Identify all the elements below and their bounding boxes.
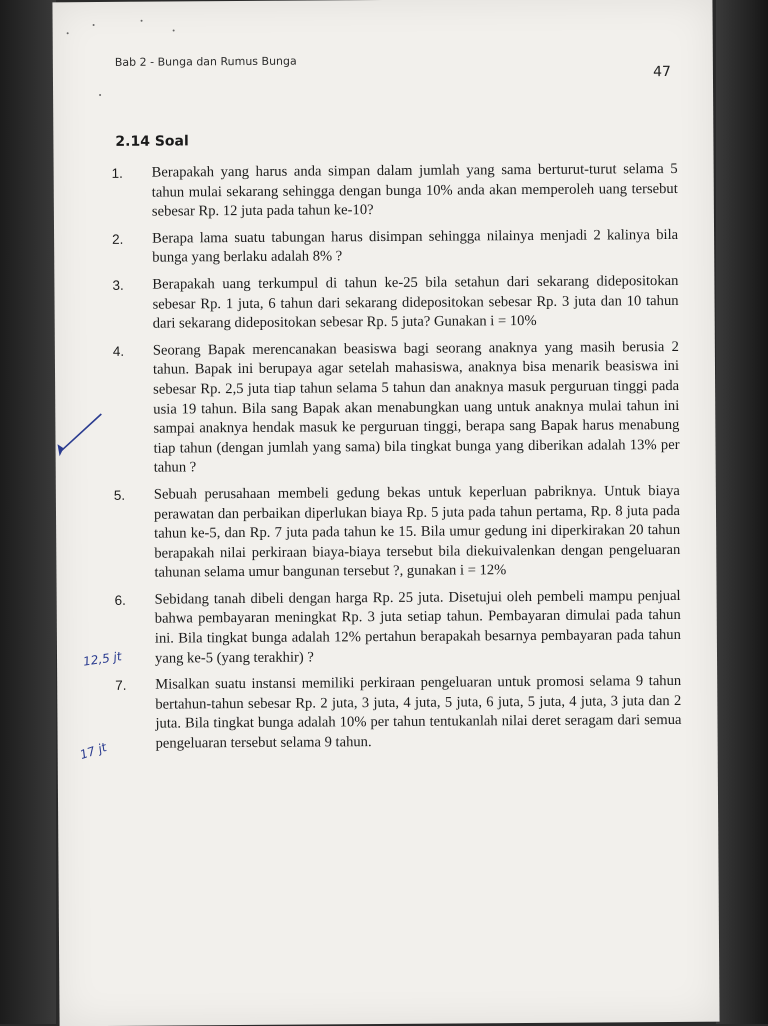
problem-item xyxy=(115,672,682,754)
problem-text: Berapa lama suatu tabungan harus disimpan sehingga nilainya menjadi 2 kalinya bila bunga yang berlaku adalah 8% ? xyxy=(152,226,679,267)
problem-list xyxy=(112,160,682,762)
problem-text: Berapakah yang harus anda simpan dalam jumlah yang sama berturut-turut selama 5 tahun mulai sekarang sehingga dengan bunga 10% anda akan memperoleh uang tersebut sebesar Rp. 12 juta pada tahun ke-10? xyxy=(151,160,678,220)
problem-text: Berapakah uang terkumpul di tahun ke-25 bila setahun dari sekarang didepositokan sebesar Rp. 1 juta, 6 tahun dari sekarang didepositokan sebesar Rp. 3 juta dan 10 tahun dari sekarang didepositokan sebesar Rp. 5 juta? Gunakan i = 10% xyxy=(152,272,679,332)
pen-mark-icon xyxy=(55,400,115,460)
problem-number: 7. xyxy=(115,678,127,694)
problem-item xyxy=(112,226,678,269)
running-header: Bab 2 - Bunga dan Rumus Bunga xyxy=(114,54,297,69)
problem-text: Sebidang tanah dibeli dengan harga Rp. 25 juta. Disetujui oleh pembeli mampu penjual bahwa pembayaran meningkat Rp. 3 juta setiap tahun. Pembayaran dimulai pada tahun ini. Bila tingkat bunga adalah 12% pertahun berapakah besarnya pembayaran pada tahun yang ke-5 (yang terakhir) ? xyxy=(154,587,681,667)
scan-edge-left xyxy=(0,0,56,1024)
problem-item xyxy=(115,587,682,669)
problem-number: 6. xyxy=(114,592,126,608)
problem-item xyxy=(112,160,678,223)
problem-item xyxy=(112,272,678,335)
problem-text: Seorang Bapak merencanakan beasiswa bagi seorang anaknya yang masih berusia 2 tahun. Bapak ini berupaya agar setelah mahasiswa, anaknya bisa menarik beasiswa ini sebesar Rp. 2,5 juta tiap tahun selama 5 tahun dan anaknya masuk perguruan tinggi pada usia 19 tahun. Bila sang Bapak akan menabungkan uang untuk anaknya mulai tahun ini sampai anaknya hendak masuk ke perguruan tinggi, berapa sang Bapak harus menabung tiap tahun (dengan jumlah yang sama) bila tingkat bunga yang diberikan adalah 13% per tahun ? xyxy=(152,338,680,476)
problem-item xyxy=(114,482,681,584)
book-page xyxy=(52,0,719,1026)
problem-number: 2. xyxy=(112,231,124,247)
problem-number: 5. xyxy=(113,487,126,503)
page-number: 47 xyxy=(653,64,671,81)
problem-text: Misalkan suatu instansi memiliki perkiraan pengeluaran untuk promosi selama 9 tahun bertahun-tahun sebesar Rp. 2 juta, 3 juta, 4 juta, 5 juta, 6 juta, 5 juta, 4 juta, 3 juta dan 2 juta. Bila tingkat bunga adalah 10% per tahun tentukanlah nilai deret seragam dari semua pengeluaran tersebut selama 9 tahun. xyxy=(155,673,682,752)
scan-edge-right xyxy=(716,0,768,1024)
problem-text: Sebuah perusahaan membeli gedung bekas untuk keperluan pabriknya. Untuk biaya perawatan dan perbaikan diperlukan biaya Rp. 5 juta pada tahun pertama, Rp. 8 juta pada tahun ke-5, dan Rp. 7 juta pada tahun ke 15. Bila umur gedung ini diperkirakan 20 tahun berapakah nilai perkiraan biaya-biaya tersebut bila diekuivalenkan dengan pengeluaran tahunan selama umur bangunan tersebut ?, gunakan i = 12% xyxy=(153,482,681,581)
problem-number: 3. xyxy=(112,277,124,293)
problem-number: 4. xyxy=(112,343,125,359)
problem-item xyxy=(113,338,680,479)
problem-number: 1. xyxy=(111,165,123,181)
handwritten-note-problem-5: 12,5 jt xyxy=(82,649,123,669)
section-title: 2.14 Soal xyxy=(115,133,189,150)
handwritten-note-problem-6: 17 jt xyxy=(78,740,109,762)
